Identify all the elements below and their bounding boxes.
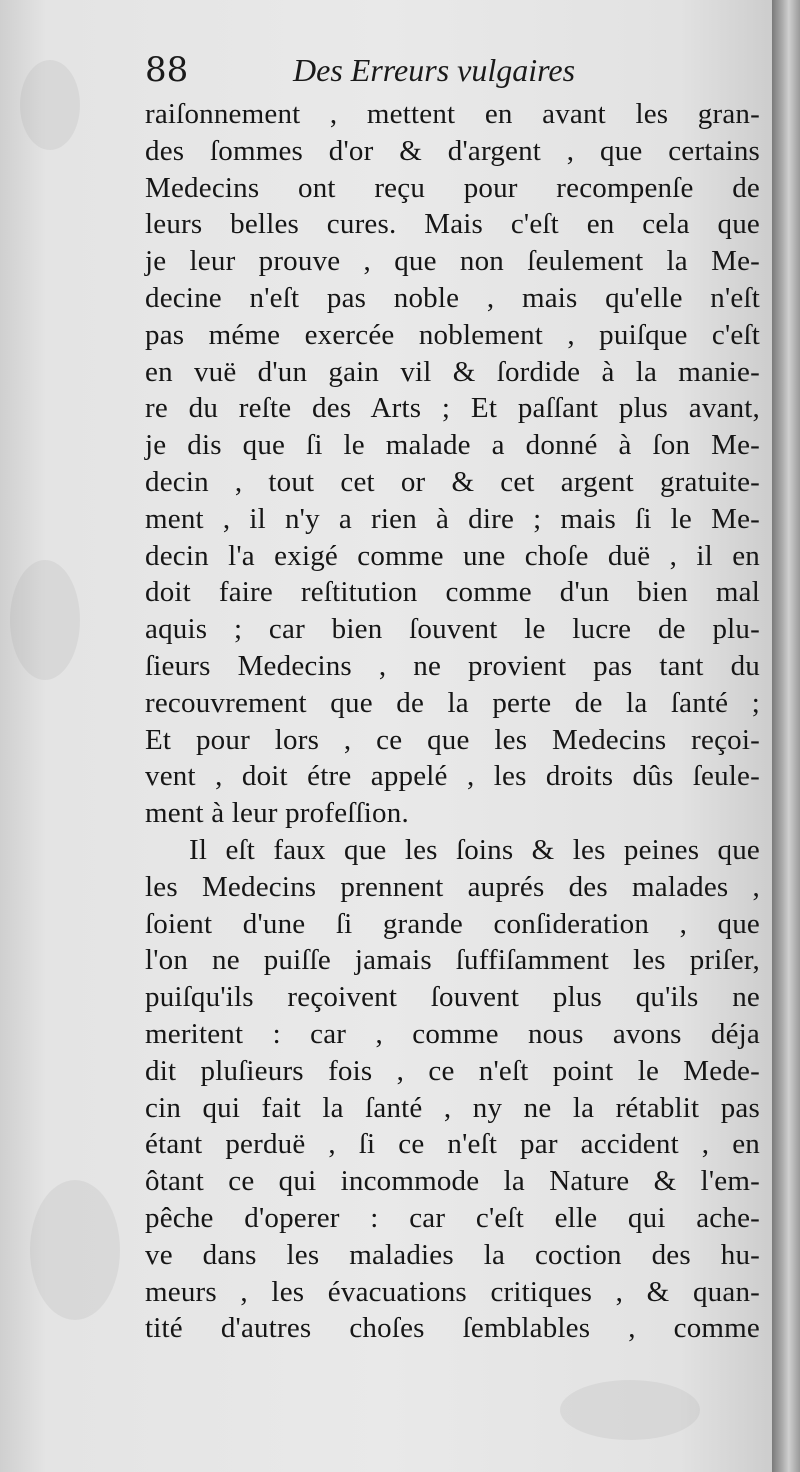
text-line: recouvrement que de la perte de la ſanté ; <box>145 686 760 719</box>
text-line: je dis que ſi le malade a donné à ſon Me- <box>145 429 760 462</box>
text-line: re du reſte des Arts ; Et paſſant plus avant, <box>145 392 760 425</box>
running-head <box>145 48 625 92</box>
text-line: doit faire reſtitution comme d'un bien mal <box>145 576 760 609</box>
text-line: meritent : car , comme nous avons déja <box>145 1017 760 1050</box>
body-text <box>145 96 760 1347</box>
paragraph <box>145 832 760 1347</box>
page-number: 88 <box>145 50 189 90</box>
text-line: Il eſt faux que les ſoins & les peines que <box>189 833 760 866</box>
text-line: ſieurs Medecins , ne provient pas tant du <box>145 649 760 682</box>
text-line: raiſonnement , mettent en avant les gran- <box>145 98 760 130</box>
paragraph <box>145 96 760 832</box>
paper-stain <box>560 1380 700 1440</box>
text-line: les Medecins prennent auprés des malades , <box>145 870 760 903</box>
text-line: tité d'autres choſes ſemblables , comme <box>145 1312 760 1345</box>
text-line: puiſqu'ils reçoivent ſouvent plus qu'ils ne <box>145 981 760 1014</box>
book-gutter-edge <box>772 0 800 1472</box>
text-line: étant perduë , ſi ce n'eſt par accident , en <box>145 1128 760 1161</box>
text-line: Medecins ont reçu pour recompenſe de <box>145 171 760 204</box>
text-line: cin qui fait la ſanté , ny ne la rétablit pas <box>145 1091 760 1124</box>
text-line: ment , il n'y a rien à dire ; mais ſi le Me- <box>145 502 760 535</box>
paper-stain <box>20 60 80 150</box>
text-line: decin l'a exigé comme une choſe duë , il en <box>145 539 760 572</box>
text-line: dit pluſieurs fois , ce n'eſt point le Mede- <box>145 1054 760 1087</box>
text-line: decin , tout cet or & cet argent gratuite- <box>145 465 760 498</box>
text-line: l'on ne puiſſe jamais ſuffiſamment les priſer, <box>145 944 760 977</box>
text-line: je leur prouve , que non ſeulement la Me- <box>145 245 760 278</box>
text-line: pêche d'operer : car c'eſt elle qui ache- <box>145 1201 760 1234</box>
text-line: ment à leur profeſſion. <box>145 797 409 830</box>
text-line: ve dans les maladies la coction des hu- <box>145 1238 760 1271</box>
text-line: ſoient d'une ſi grande conſideration , que <box>145 907 760 940</box>
text-line: ôtant ce qui incommode la Nature & l'em- <box>145 1165 760 1198</box>
text-line: Et pour lors , ce que les Medecins reçoi- <box>145 723 760 756</box>
text-line: en vuë d'un gain vil & ſordide à la manie- <box>145 355 760 388</box>
text-line: vent , doit étre appelé , les droits dûs ſeule- <box>145 760 760 793</box>
text-line: decine n'eſt pas noble , mais qu'elle n'eſt <box>145 281 760 314</box>
text-line: leurs belles cures. Mais c'eſt en cela que <box>145 208 760 241</box>
text-line: des ſommes d'or & d'argent , que certains <box>145 134 760 167</box>
paper-stain <box>30 1180 120 1320</box>
text-line: aquis ; car bien ſouvent le lucre de plu- <box>145 613 760 646</box>
paper-stain <box>10 560 80 680</box>
text-line: meurs , les évacuations critiques , & quan- <box>145 1275 760 1308</box>
running-title: Des Erreurs vulgaires <box>293 52 576 88</box>
text-line: pas méme exercée noblement , puiſque c'eſt <box>145 318 760 351</box>
